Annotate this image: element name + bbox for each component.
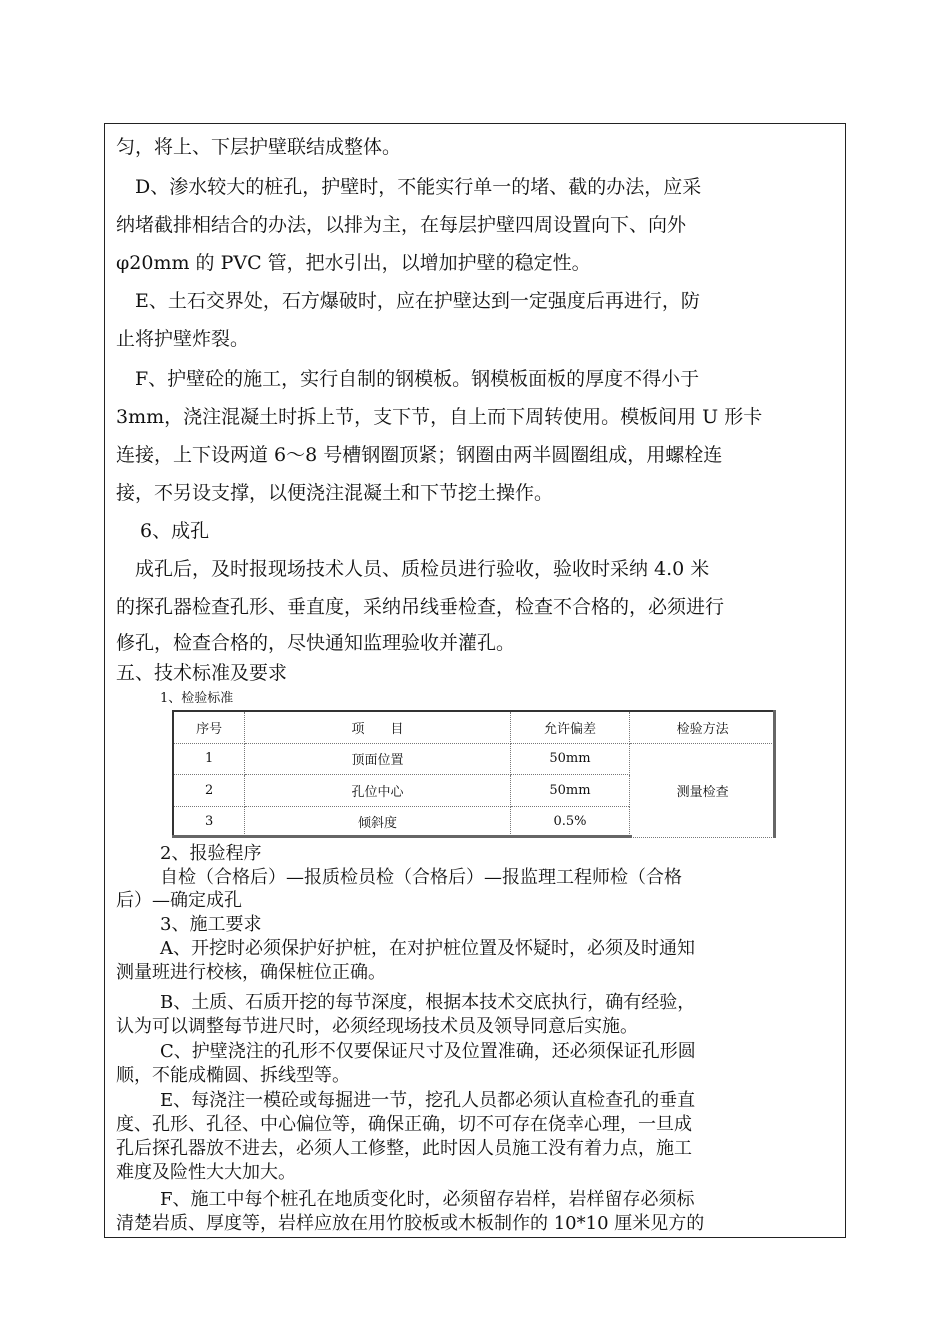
table-cell: 0.5%	[510, 806, 630, 837]
header-cell: 允许偏差	[510, 711, 630, 743]
inspection-standard-table	[172, 710, 776, 838]
table-cell: 50mm	[510, 775, 630, 806]
paragraph-line: 接，不另设支撑，以便浇注混凝土和下节挖土操作。	[116, 482, 554, 504]
paragraph-line: C、护壁浇注的孔形不仅要保证尺寸及位置准确，还必须保证孔形圆	[160, 1041, 696, 1062]
table-cell: 2	[173, 775, 245, 806]
subsection-heading: 3、施工要求	[160, 914, 262, 935]
paragraph-line: 修孔，检查合格的，尽快通知监理验收并灌孔。	[116, 632, 516, 654]
table-shadow-bottom	[172, 835, 632, 838]
paragraph-line: 顺，不能成椭圆、拆线型等。	[116, 1065, 350, 1086]
paragraph-line: 后）—确定成孔	[116, 890, 242, 911]
table-row	[173, 743, 776, 774]
paragraph-line: D、渗水较大的桩孔，护壁时，不能实行单一的堵、截的办法，应采	[116, 176, 702, 198]
table-cell: 倾斜度	[245, 806, 510, 837]
paragraph-line: 连接，上下设两道 6～8 号槽钢圈顶紧；钢圈由两半圆圈组成，用螺栓连	[116, 444, 723, 466]
method-cell: 测量检查	[630, 743, 776, 837]
paragraph-line: 测量班进行校核，确保桩位正确。	[116, 962, 386, 983]
table-cell: 顶面位置	[245, 743, 510, 774]
chapter-heading: 五、技术标准及要求	[116, 662, 288, 684]
table-cell: 孔位中心	[245, 775, 510, 806]
paragraph-line: 3mm，浇注混凝土时拆上节，支下节，自上而下周转使用。模板间用 U 形卡	[116, 406, 763, 428]
table-cell: 1	[173, 743, 245, 774]
paragraph-line: E、每浇注一模砼或每掘进一节，挖孔人员都必须认直检查孔的垂直	[160, 1090, 696, 1111]
paragraph-line: 清楚岩质、厚度等，岩样应放在用竹胶板或木板制作的 10*10 厘米见方的	[116, 1213, 705, 1234]
table-header-row	[173, 711, 776, 743]
section-heading: 6、成孔	[140, 520, 210, 542]
paragraph-line: A、开挖时必须保护好护桩，在对护桩位置及怀疑时，必须及时通知	[160, 938, 695, 959]
subsection-heading: 2、报验程序	[160, 843, 262, 864]
paragraph-line: 孔后探孔器放不进去，必须人工修整，此时因人员施工没有着力点，施工	[116, 1138, 692, 1159]
paragraph-line: 自检（合格后）—报质检员检（合格后）—报监理工程师检（合格	[160, 867, 682, 888]
header-cell: 检验方法	[630, 711, 776, 743]
header-cell: 序号	[173, 711, 245, 743]
paragraph-line: φ20mm 的 PVC 管，把水引出，以增加护壁的稳定性。	[116, 252, 591, 274]
paragraph-line: F、施工中每个桩孔在地质变化时，必须留存岩样，岩样留存必须标	[160, 1189, 695, 1210]
table-cell: 50mm	[510, 743, 630, 774]
paragraph-line: 纳堵截排相结合的办法，以排为主，在每层护壁四周设置向下、向外	[116, 214, 687, 236]
paragraph-line: 度、孔形、孔径、中心偏位等，确保正确，切不可存在侥幸心理，一旦成	[116, 1114, 692, 1135]
paragraph-line: 匀，将上、下层护壁联结成整体。	[116, 136, 402, 158]
paragraph-line: 止将护壁炸裂。	[116, 328, 250, 350]
paragraph-line: F、护壁砼的施工，实行自制的钢模板。钢模板面板的厚度不得小于	[116, 368, 700, 390]
table-cell: 3	[173, 806, 245, 837]
table-caption: 1、检验标准	[160, 691, 234, 706]
paragraph-line: 成孔后，及时报现场技术人员、质检员进行验收，验收时采纳 4.0 米	[116, 558, 710, 580]
paragraph-line: E、土石交界处，石方爆破时，应在护壁达到一定强度后再进行，防	[116, 290, 700, 312]
header-cell: 项 目	[245, 711, 510, 743]
table-shadow-right	[773, 710, 776, 838]
paragraph-line: B、土质、石质开挖的每节深度，根据本技术交底执行，确有经验，	[160, 992, 696, 1013]
paragraph-line: 认为可以调整每节进尺时，必须经现场技术员及领导同意后实施。	[116, 1016, 638, 1037]
paragraph-line: 的探孔器检查孔形、垂直度，采纳吊线垂检查，检查不合格的，必须进行	[116, 596, 725, 618]
paragraph-line: 难度及险性大大加大。	[116, 1162, 296, 1183]
